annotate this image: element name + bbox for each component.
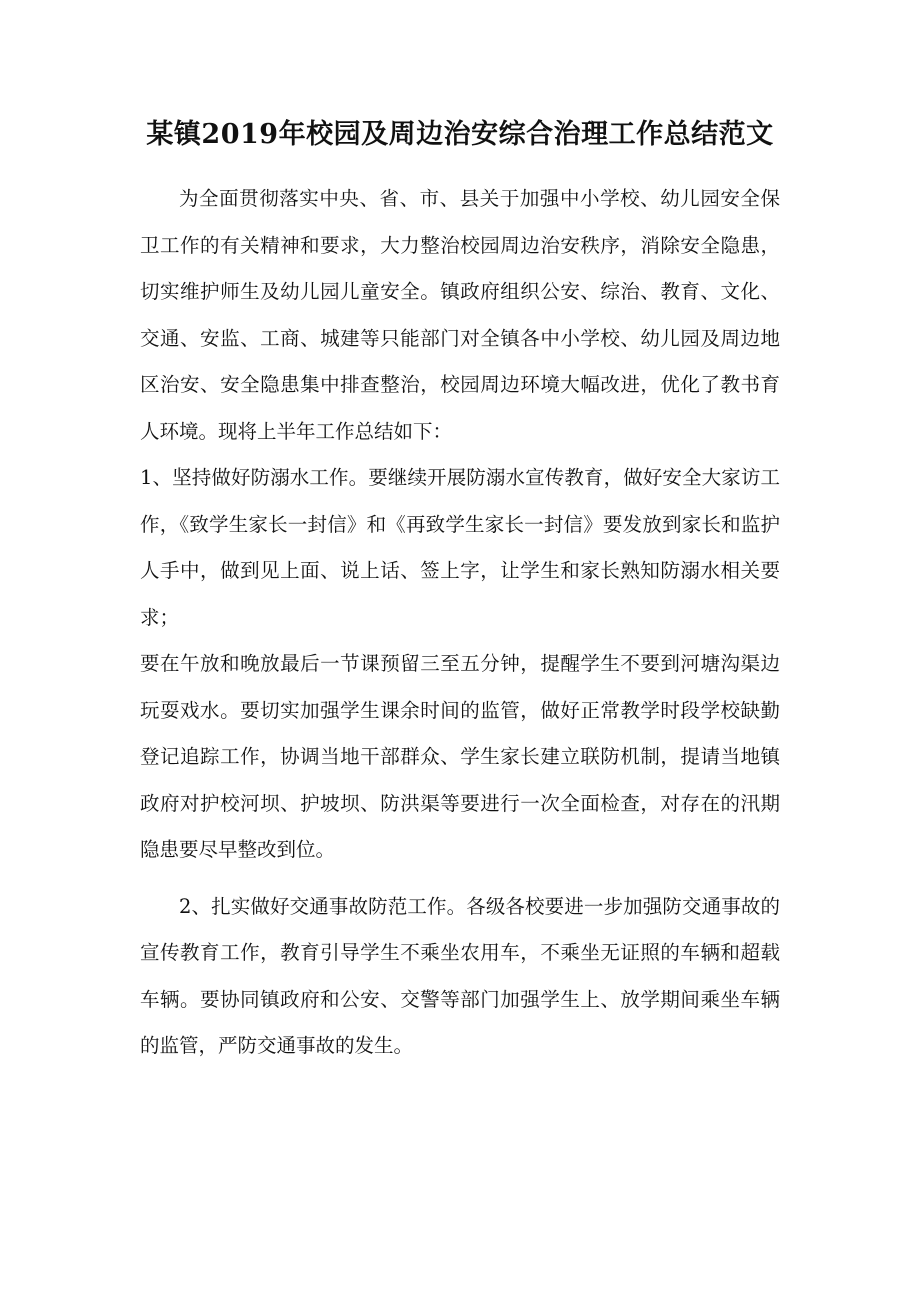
document-title: 某镇2019年校园及周边治安综合治理工作总结范文 — [146, 119, 774, 150]
item-1-continued-paragraph: 要在午放和晚放最后一节课预留三至五分钟，提醒学生不要到河塘沟渠边玩耍戏水。要切实加强学生课余时间的监管，做好正常教学时段学校缺勤登记追踪工作，协调当地干部群众、学生家长建立联防机制，提请当地镇政府对护校河坝、护坡坝、防洪渠等要进行一次全面检查，对存在的汛期隐患要尽早整改到位。 — [140, 652, 780, 861]
item-1-paragraph: 1、坚持做好防溺水工作。要继续开展防溺水宣传教育，做好安全大家访工作，《致学生家长一封信》和《再致学生家长一封信》要发放到家长和监护人手中，做到见上面、说上话、签上字，让学生和家长熟知防溺水相关要求； — [140, 466, 780, 629]
document-body — [140, 176, 780, 1070]
item-2-paragraph: 2、扎实做好交通事故防范工作。各级各校要进一步加强防交通事故的宣传教育工作，教育引导学生不乘坐农用车，不乘坐无证照的车辆和超载车辆。要协同镇政府和公安、交警等部门加强学生上、放学期间乘坐车辆的监管，严防交通事故的发生。 — [140, 894, 780, 1057]
intro-paragraph: 为全面贯彻落实中央、省、市、县关于加强中小学校、幼儿园安全保卫工作的有关精神和要求，大力整治校园周边治安秩序，消除安全隐患，切实维护师生及幼儿园儿童安全。镇政府组织公安、综治、教育、文化、交通、安监、工商、城建等只能部门对全镇各中小学校、幼儿园及周边地区治安、安全隐患集中排查整治，校园周边环境大幅改进，优化了教书育人环境。现将上半年工作总结如下： — [140, 187, 780, 443]
